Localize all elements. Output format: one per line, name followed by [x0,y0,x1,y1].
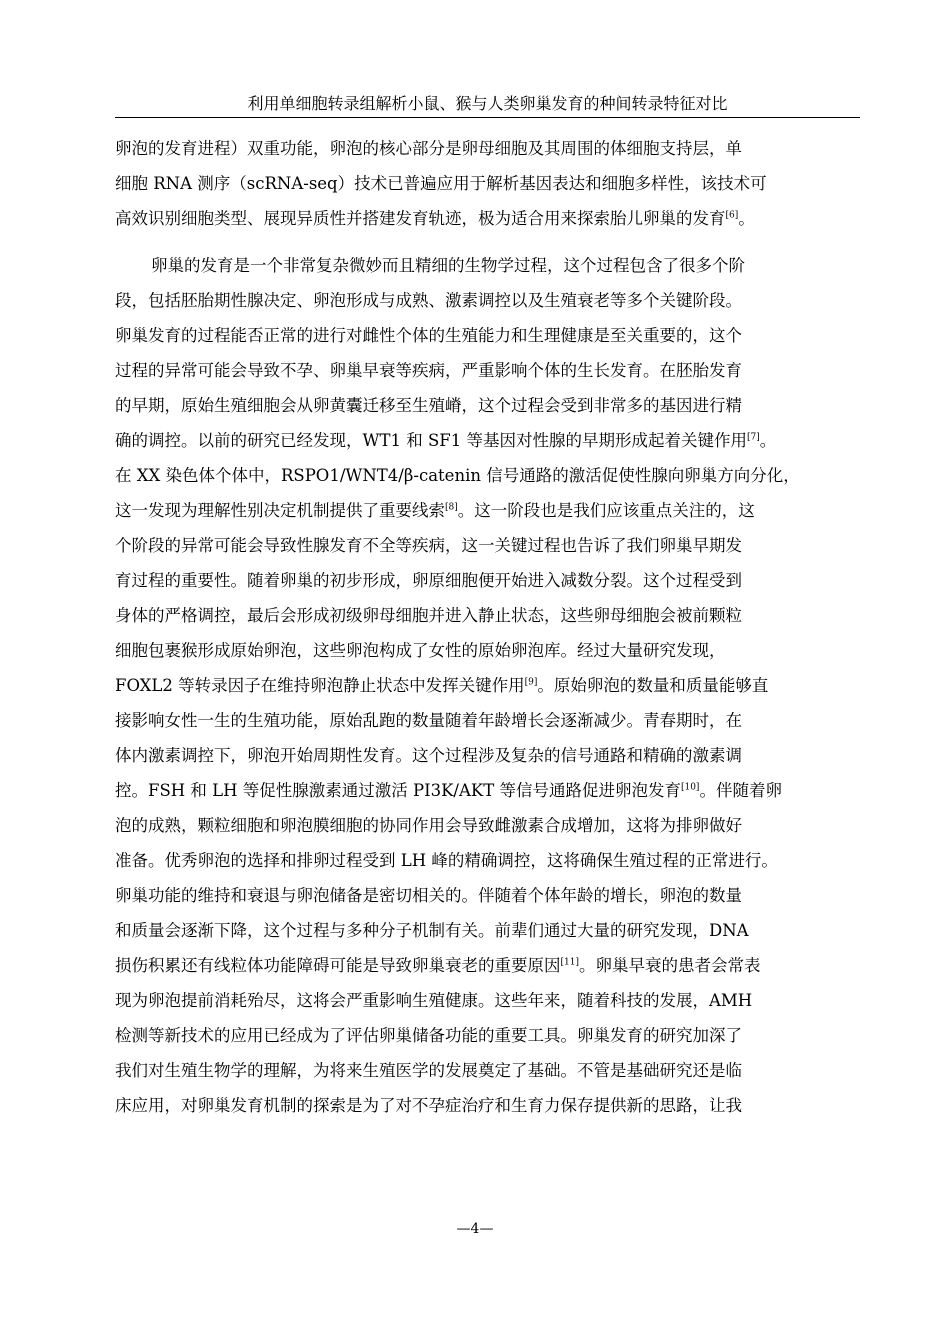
text-line [115,131,860,166]
text-line [115,913,860,948]
text-line [115,201,860,236]
page-number: —4— [456,1221,494,1237]
text-line [115,318,860,353]
text-run: 卵泡的发育进程）双重功能，卵泡的核心部分是卵母细胞及其周围的体细胞支持层，单 [115,139,742,158]
text-line [115,283,860,318]
text-run: 体内激素调控下，卵泡开始周期性发育。这个过程涉及复杂的信号通路和精确的激素调 [115,746,742,765]
text-line [115,166,860,201]
text-run: 卵巢的发育是一个非常复杂微妙而且精细的生物学过程，这个过程包含了很多个阶 [151,256,745,275]
citation-reference: [10] [680,782,700,793]
text-run: 确的调控。以前的研究已经发现，WT1 和 SF1 等基因对性腺的早期形成起着关键作用 [115,431,747,450]
citation-reference: [11] [560,957,579,968]
text-line [115,843,860,878]
text-line [115,738,860,773]
text-run: 。 [738,209,755,228]
text-line [115,1018,860,1053]
text-run: 床应用，对卵巢发育机制的探索是为了对不孕症治疗和生育力保存提供新的思路，让我 [115,1096,742,1115]
text-run: 泡的成熟，颗粒细胞和卵泡膜细胞的协同作用会导致雌激素合成增加，这将为排卵做好 [115,816,742,835]
text-run: 。这一阶段也是我们应该重点关注的，这 [457,501,755,520]
text-run: 损伤积累还有线粒体功能障碍可能是导致卵巢衰老的重要原因 [115,956,561,975]
text-line [115,423,860,458]
text-run: 卵巢发育的过程能否正常的进行对雌性个体的生殖能力和生理健康是至关重要的，这个 [115,326,742,345]
text-run: 现为卵泡提前消耗殆尽，这将会严重影响生殖健康。这些年来，随着科技的发展，AMH [115,991,753,1010]
text-run: 细胞 RNA 测序（scRNA-seq）技术已普遍应用于解析基因表达和细胞多样性，该技术可 [115,174,767,193]
citation-reference: [6] [725,210,739,221]
text-run: 接影响女性一生的生殖功能，原始乱跑的数量随着年龄增长会逐渐减少。青春期时，在 [115,711,742,730]
citation-reference: [9] [524,677,538,688]
text-run: 。 [759,431,777,450]
text-run: 育过程的重要性。随着卵巢的初步形成，卵原细胞便开始进入减数分裂。这个过程受到 [115,571,742,590]
text-line [115,353,860,388]
text-run: 细胞包裹猴形成原始卵泡，这些卵泡构成了女性的原始卵泡库。经过大量研究发现， [115,641,726,660]
running-header-title: 利用单细胞转录组解析小鼠、猴与人类卵巢发育的种间转录特征对比 [247,94,728,113]
text-run: 个阶段的异常可能会导致性腺发育不全等疾病，这一关键过程也告诉了我们卵巢早期发 [115,536,742,555]
header-rule [115,117,860,118]
text-line [115,1088,860,1123]
text-line [115,388,860,423]
text-line [115,633,860,668]
text-line [115,563,860,598]
text-line [115,703,860,738]
text-line [115,948,860,983]
text-line [115,248,860,283]
text-run: 过程的异常可能会导致不孕、卵巢早衰等疾病，严重影响个体的生长发育。在胚胎发育 [115,361,742,380]
text-run: 高效识别细胞类型、展现异质性并搭建发育轨迹，极为适合用来探索胎儿卵巢的发育 [115,209,726,228]
text-run: FOXL2 等转录因子在维持卵泡静止状态中发挥关键作用 [115,676,525,695]
text-line [115,458,860,493]
text-line [115,1053,860,1088]
paragraph [115,248,860,1123]
text-run: 。卵巢早衰的患者会常表 [578,956,761,975]
text-run: 检测等新技术的应用已经成为了评估卵巢储备功能的重要工具。卵巢发育的研究加深了 [115,1026,742,1045]
text-run: 准备。优秀卵泡的选择和排卵过程受到 LH 峰的精确调控，这将确保生殖过程的正常进行。 [115,851,778,870]
text-run: 控。FSH 和 LH 等促性腺激素通过激活 PI3K/AKT 等信号通路促进卵泡发育 [115,781,681,800]
text-line [115,983,860,1018]
text-run: 段，包括胚胎期性腺决定、卵泡形成与成熟、激素调控以及生殖衰老等多个关键阶段。 [115,291,742,310]
text-line [115,878,860,913]
citation-reference: [8] [445,502,458,513]
text-line [115,808,860,843]
paragraph-gap [115,236,860,248]
text-run: 卵巢功能的维持和衰退与卵泡储备是密切相关的。伴随着个体年龄的增长，卵泡的数量 [115,886,742,905]
text-run: 身体的严格调控，最后会形成初级卵母细胞并进入静止状态，这些卵母细胞会被前颗粒 [115,606,742,625]
citation-reference: [7] [746,432,760,443]
text-run: 。原始卵泡的数量和质量能够直 [537,676,769,695]
body-text [115,131,860,1123]
text-run: 的早期，原始生殖细胞会从卵黄囊迁移至生殖嵴，这个过程会受到非常多的基因进行精 [115,396,742,415]
text-line [115,598,860,633]
paragraph [115,131,860,236]
text-run: 在 XX 染色体个体中，RSPO1/WNT4/β-catenin 信号通路的激活促使性腺向卵巢方向分化， [115,466,800,485]
text-run: 。伴随着卵 [699,781,782,800]
text-run: 这一发现为理解性别决定机制提供了重要线索 [115,501,445,520]
text-run: 我们对生殖生物学的理解，为将来生殖医学的发展奠定了基础。不管是基础研究还是临 [115,1061,742,1080]
text-line [115,493,860,528]
text-run: 和质量会逐渐下降，这个过程与多种分子机制有关。前辈们通过大量的研究发现，DNA [115,921,749,940]
text-line [115,668,860,703]
text-line [115,773,860,808]
text-line [115,528,860,563]
